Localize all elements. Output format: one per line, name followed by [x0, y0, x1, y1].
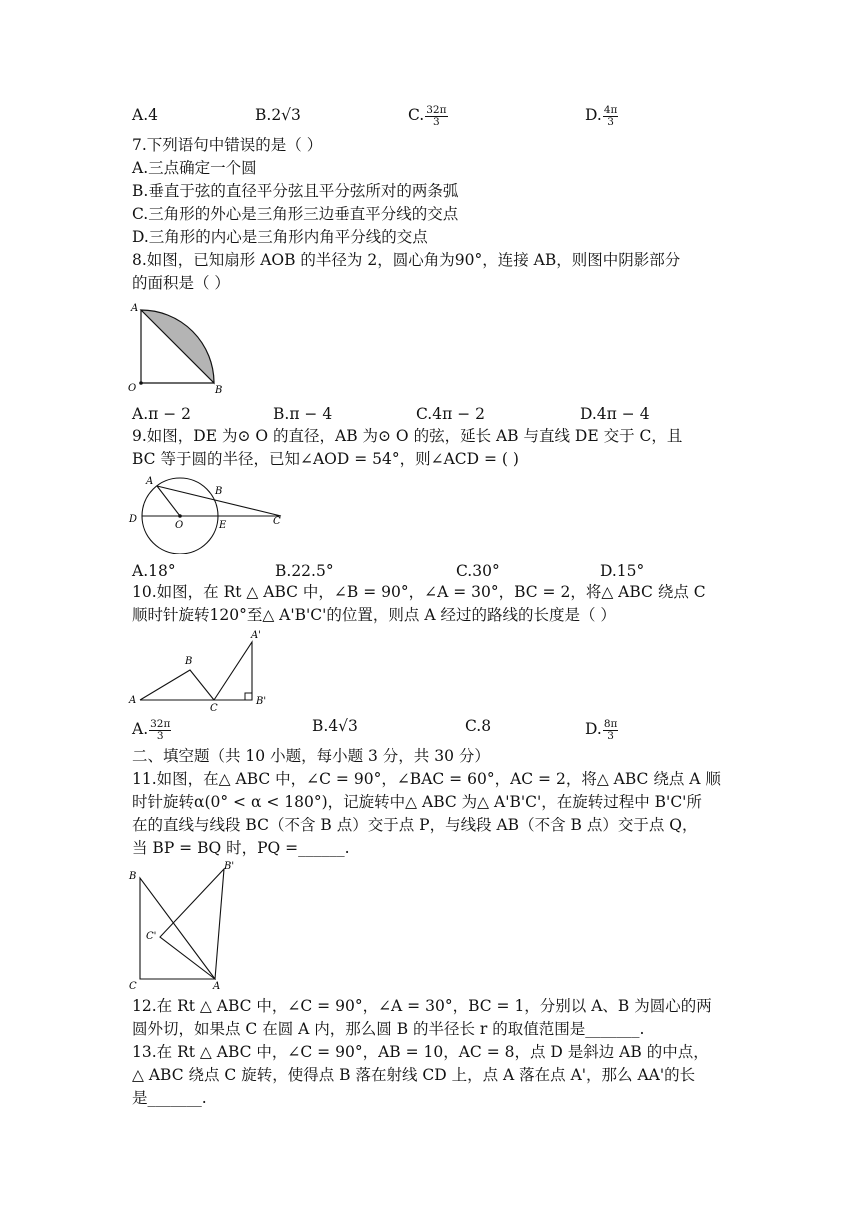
- q6-option-b: B.2√3: [255, 106, 301, 124]
- q10-option-d: D. $\frac{8\pi}{3}$: [585, 717, 618, 742]
- q9-circle-figure: [126, 472, 291, 554]
- q11-line4: 当 BP = BQ 时，PQ =______.: [132, 839, 350, 857]
- q6-option-d: D. $\frac{4\pi}{3}$: [585, 103, 618, 128]
- q11-label-b: B: [129, 871, 137, 882]
- q9-label-a: A: [146, 476, 154, 487]
- q10-label-c: C: [210, 703, 218, 712]
- q7-option-c: C.三角形的外心是三角形三边垂直平分线的交点: [132, 205, 459, 223]
- q9-center-point: [178, 514, 182, 518]
- q8-option-a: A.π − 2: [132, 405, 192, 423]
- q10-option-c: C.8: [465, 717, 492, 735]
- q10-label-a: A: [129, 695, 137, 706]
- q12-line1: 12.在 Rt △ ABC 中，∠C = 90°，∠A = 30°，BC = 1，分别以 A、B 为圆心的两: [132, 997, 712, 1015]
- q9-label-o: O: [175, 520, 184, 531]
- q10-label-b: B: [185, 656, 193, 667]
- q8-option-d: D.4π − 4: [580, 405, 650, 423]
- q9-label-d: D: [129, 514, 138, 525]
- q13-line2: △ ABC 绕点 C 旋转，使得点 B 落在射线 CD 上，点 A 落在点 A'，那么 AA'的长: [132, 1066, 696, 1084]
- q9-label-c: C: [273, 516, 281, 527]
- q8-option-b: B.π − 4: [273, 405, 333, 423]
- q10-triangle-rotated: [214, 642, 252, 700]
- q10-stem-line1: 10.如图，在 Rt △ ABC 中，∠B = 90°，∠A = 30°，BC = 2，将△ ABC 绕点 C: [132, 583, 706, 601]
- q11-label-c: C: [129, 981, 137, 992]
- q7-stem: 7.下列语句中错误的是（ ）: [132, 136, 323, 154]
- q9-label-e: E: [219, 520, 227, 531]
- q10-stem-line2: 顺时针旋转120°至△ A'B'C'的位置，则点 A 经过的路线的长度是（ ）: [132, 606, 616, 624]
- q11-label-c-prime: C': [146, 931, 157, 942]
- q9-option-a: A.18°: [132, 562, 176, 580]
- q10-rotation-figure: [126, 626, 276, 712]
- q6-option-a: A.4: [132, 106, 158, 124]
- q10-right-angle-mark: [245, 693, 252, 700]
- q9-option-b: B.22.5°: [275, 562, 334, 580]
- q8-label-o: O: [128, 383, 137, 394]
- q8-center-point: [139, 381, 143, 385]
- q10-option-b: B.4√3: [312, 717, 358, 735]
- q11-triangle-rotated: [160, 869, 224, 979]
- q7-option-d: D.三角形的内心是三角形内角平分线的交点: [132, 228, 428, 246]
- q7-option-a: A.三点确定一个圆: [132, 159, 257, 177]
- q12-line2: 圆外切，如果点 C 在圆 A 内，那么圆 B 的半径长 r 的取值范围是_______.: [132, 1020, 645, 1038]
- q8-stem-line2: 的面积是（ ）: [132, 274, 230, 292]
- q8-shaded-segment: [141, 310, 214, 383]
- q10-triangle-abc: [140, 670, 214, 700]
- q10-label-a-prime: A': [251, 630, 261, 641]
- q8-stem-line1: 8.如图，已知扇形 AOB 的半径为 2，圆心角为90°，连接 AB，则图中阴影部分: [132, 251, 681, 269]
- q13-line3: 是_______.: [132, 1089, 207, 1107]
- q9-stem-line2: BC 等于圆的半径，已知∠AOD = 54°，则∠ACD = ( ): [132, 450, 519, 468]
- q7-option-b: B.垂直于弦的直径平分弦且平分弦所对的两条弧: [132, 182, 459, 200]
- q11-label-a: A: [213, 981, 221, 992]
- q11-line3: 在的直线与线段 BC（不含 B 点）交于点 P，与线段 AB（不含 B 点）交于点 Q，: [132, 816, 698, 834]
- q10-option-a: A. $\frac{32\pi}{3}$: [132, 717, 171, 742]
- q9-option-d: D.15°: [600, 562, 645, 580]
- q11-line1: 11.如图，在△ ABC 中，∠C = 90°，∠BAC = 60°，AC = 2，将△ ABC 绕点 A 顺: [132, 770, 721, 788]
- q8-label-a: A: [131, 303, 139, 314]
- q13-line1: 13.在 Rt △ ABC 中，∠C = 90°，AB = 10，AC = 8，点 D 是斜边 AB 的中点，: [132, 1043, 709, 1061]
- q11-line2: 时针旋转α(0° < α < 180°)，记旋转中△ ABC 为△ A'B'C'，在旋转过程中 B'C'所: [132, 793, 702, 811]
- q10-label-b-prime: B': [256, 696, 267, 707]
- q9-option-c: C.30°: [456, 562, 500, 580]
- q11-label-b-prime: B': [224, 861, 235, 872]
- q11-triangle-abc: [140, 878, 215, 979]
- q9-label-b: B: [215, 486, 223, 497]
- q6-option-c: C. $\frac{32\pi}{3}$: [408, 103, 447, 128]
- q8-sector-figure: [126, 298, 236, 398]
- q11-rotation-figure: [126, 858, 241, 993]
- q8-option-c: C.4π − 2: [416, 405, 485, 423]
- q8-label-b: B: [215, 385, 223, 396]
- section-title-fill-in: 二、填空题（共 10 小题，每小题 3 分，共 30 分）: [132, 747, 490, 765]
- q9-stem-line1: 9.如图，DE 为⊙ O 的直径，AB 为⊙ O 的弦，延长 AB 与直线 DE 交于 C，且: [132, 427, 683, 445]
